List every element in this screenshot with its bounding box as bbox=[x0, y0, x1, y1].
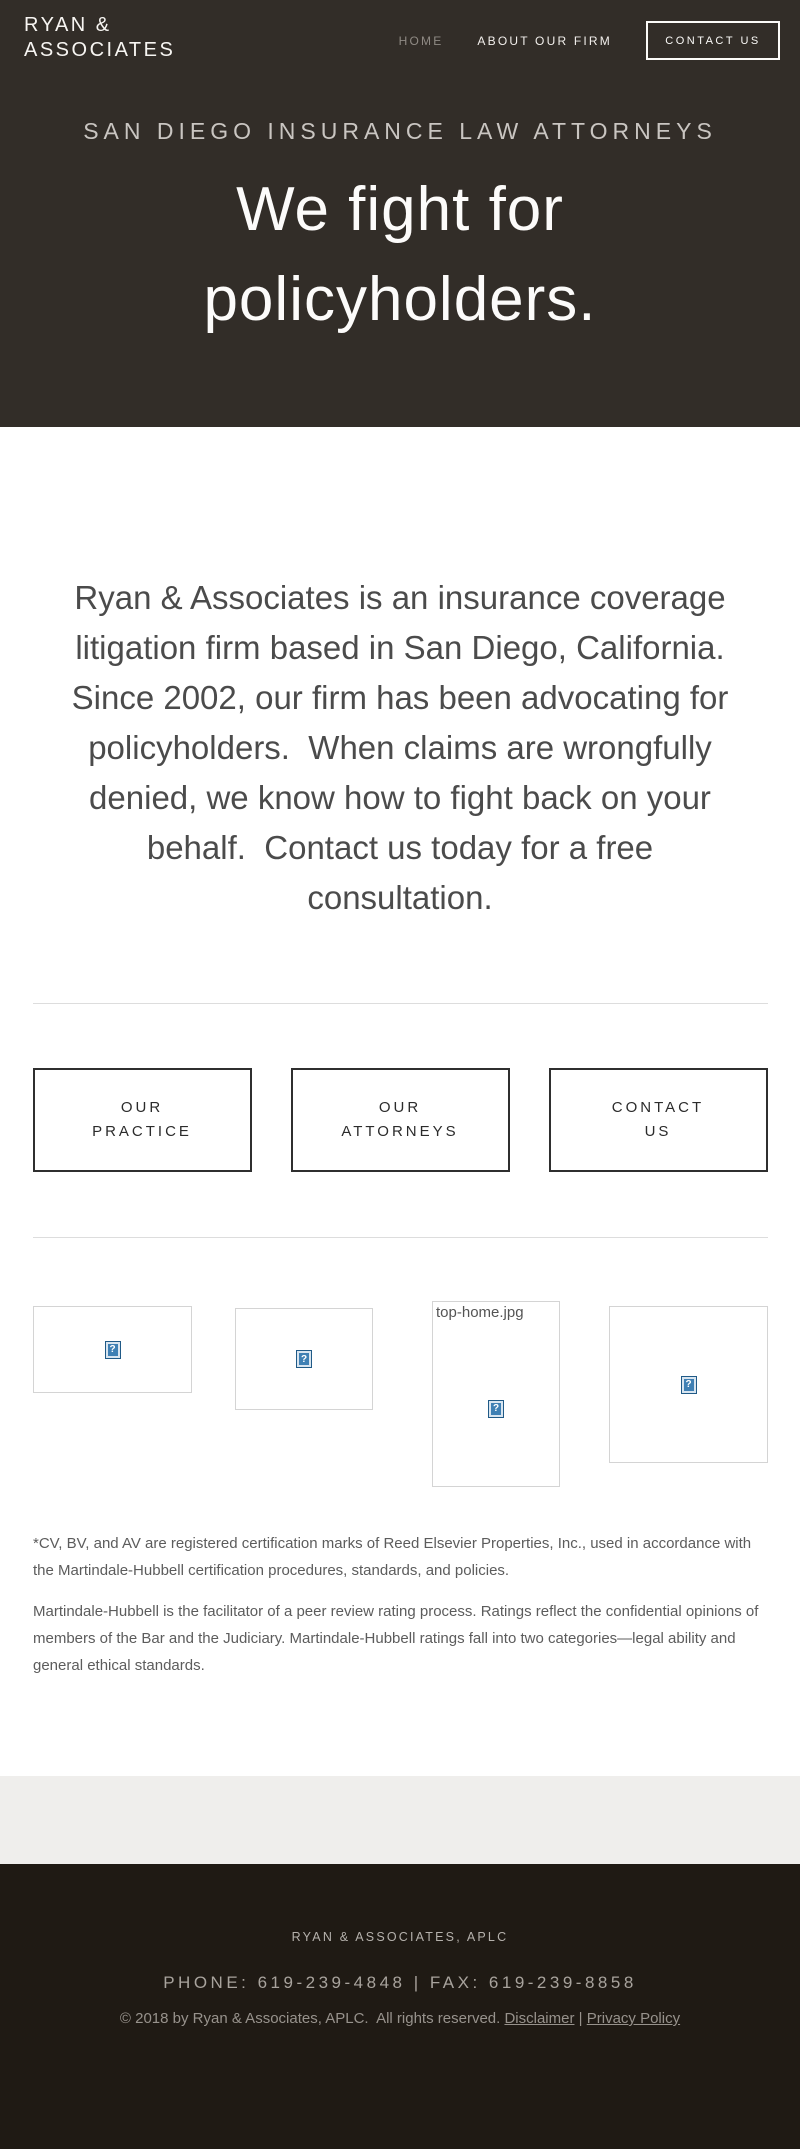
disclaimer-paragraph-2: Martindale-Hubbell is the facilitator of a peer review rating process. Ratings reflect the confidential opinions of members of the Bar and the Judiciary. Martindale-Hubbell ratings fall into two categories—legal ability and general ethical standards. bbox=[33, 1603, 759, 1674]
broken-image-icon: ? bbox=[296, 1350, 312, 1368]
badge-images-row bbox=[0, 1238, 800, 1530]
broken-image-placeholder bbox=[609, 1306, 768, 1463]
broken-image-icon: ? bbox=[105, 1341, 121, 1359]
main-nav bbox=[399, 21, 780, 60]
broken-image-placeholder-top-home bbox=[432, 1301, 560, 1487]
broken-image-placeholder bbox=[235, 1308, 373, 1410]
cta-button-row bbox=[33, 1068, 768, 1172]
button-label: CONTACT bbox=[611, 1099, 705, 1116]
certification-disclaimer bbox=[33, 1530, 770, 1679]
logo-line-2: ASSOCIATES bbox=[24, 39, 176, 61]
page-footer bbox=[0, 1864, 800, 2149]
button-label: PRACTICE bbox=[92, 1123, 192, 1140]
button-label: US bbox=[644, 1123, 672, 1140]
nav-contact-us-button[interactable]: CONTACT US bbox=[646, 21, 780, 60]
footer-copyright-text: © 2018 by Ryan & Associates, APLC. All rights reserved. bbox=[119, 2010, 501, 2027]
hero-section bbox=[0, 0, 800, 427]
hero-headline bbox=[0, 165, 800, 345]
footer-privacy-policy-link[interactable]: Privacy Policy bbox=[586, 2010, 681, 2027]
button-label: OUR bbox=[378, 1099, 422, 1116]
footer-link-separator: | bbox=[578, 2010, 583, 2027]
hero-headline-line-1: We fight for bbox=[236, 175, 564, 244]
top-navigation-bar bbox=[0, 0, 800, 86]
button-label: ATTORNEYS bbox=[341, 1123, 459, 1140]
pre-footer-band bbox=[0, 1776, 800, 1864]
intro-line: policyholders. When claims are wrongfully bbox=[88, 729, 712, 766]
image-alt-text: top-home.jpg bbox=[436, 1304, 524, 1321]
hero-tagline: SAN DIEGO INSURANCE LAW ATTORNEYS bbox=[83, 118, 717, 144]
intro-paragraph bbox=[0, 573, 800, 923]
nav-item-about-our-firm[interactable]: ABOUT OUR FIRM bbox=[477, 33, 612, 48]
disclaimer-paragraph-1: *CV, BV, and AV are registered certification marks of Reed Elsevier Properties, Inc., used in accordance with the Martindale-Hubbell certification procedures, standards, and policies. bbox=[33, 1535, 752, 1579]
intro-line: behalf. Contact us today for a free bbox=[146, 829, 654, 866]
hero-headline-line-2: policyholders. bbox=[203, 265, 597, 334]
footer-copyright-row bbox=[0, 2010, 800, 2027]
section-divider bbox=[33, 1003, 768, 1004]
intro-line: denied, we know how to fight back on your bbox=[89, 779, 711, 816]
button-label: OUR bbox=[120, 1099, 164, 1116]
broken-image-placeholder bbox=[33, 1306, 192, 1393]
broken-image-icon: ? bbox=[488, 1400, 504, 1418]
site-logo[interactable] bbox=[24, 13, 175, 63]
intro-line: Since 2002, our firm has been advocating for bbox=[71, 679, 729, 716]
nav-item-home[interactable]: HOME bbox=[398, 33, 444, 48]
our-attorneys-button[interactable] bbox=[291, 1068, 510, 1172]
contact-us-button[interactable] bbox=[549, 1068, 768, 1172]
intro-line: Ryan & Associates is an insurance coverage bbox=[74, 579, 726, 616]
footer-firm-name: RYAN & ASSOCIATES, APLC bbox=[291, 1930, 509, 1944]
intro-line: litigation firm based in San Diego, California. bbox=[75, 629, 725, 666]
footer-phone-fax: PHONE: 619-239-4848 | FAX: 619-239-8858 bbox=[163, 1973, 637, 1992]
broken-image-icon: ? bbox=[681, 1376, 697, 1394]
intro-line: consultation. bbox=[307, 879, 493, 916]
our-practice-button[interactable] bbox=[33, 1068, 252, 1172]
footer-disclaimer-link[interactable]: Disclaimer bbox=[504, 2010, 575, 2027]
logo-line-1: RYAN & bbox=[24, 14, 112, 36]
